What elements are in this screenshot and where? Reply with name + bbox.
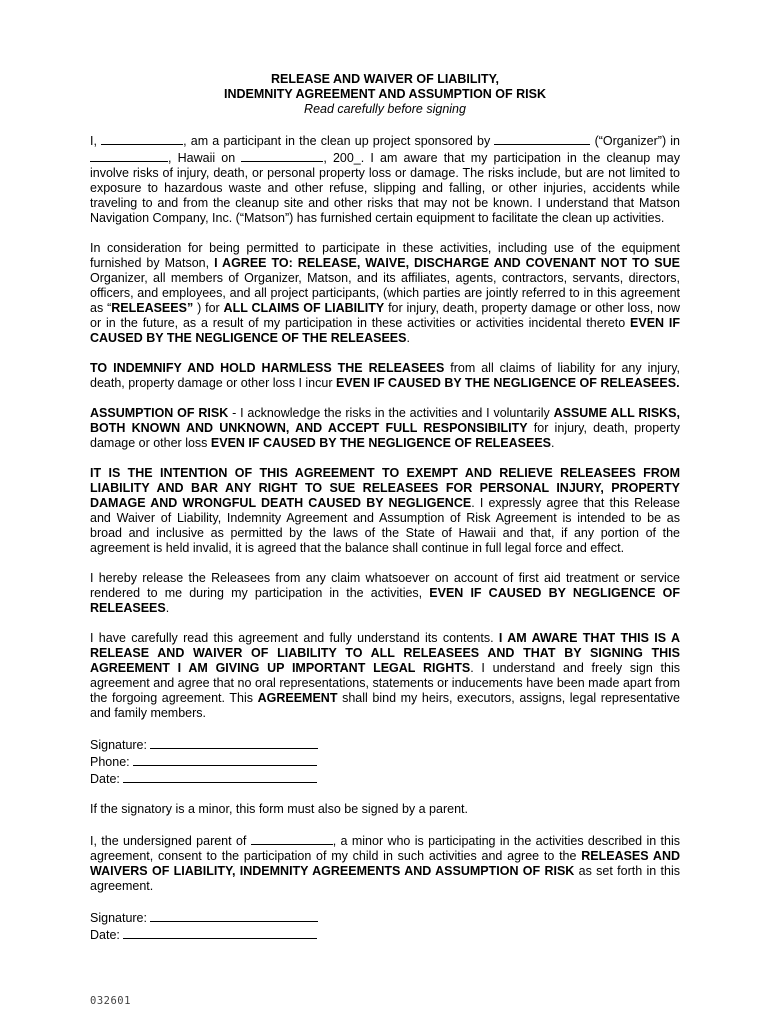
parent-signature-field[interactable] [150,909,318,922]
p3-bold-2: EVEN IF CAUSED BY THE NEGLIGENCE OF RELEASEES. [335,376,680,390]
p8-text-1: I, the undersigned parent of [90,834,251,848]
minor-note: If the signatory is a minor, this form must also be signed by a parent. [90,802,468,816]
p7-bold-2: AGREEMENT [257,691,338,705]
parent-date-label: Date: [90,928,120,942]
phone-label: Phone: [90,755,130,769]
p4-text-1: - I acknowledge the risks in the activities and I voluntarily [228,406,554,420]
participant-date-row [90,770,680,787]
document-body [90,72,680,958]
p2-text-1: In consideration for being permitted to participate in these activities, including use of the equipment furnished by Matson, [90,241,680,270]
p6-text-1: I hereby release the Releasees from any claim whatsoever on account of first aid treatment or service rendered to me during my participation in the activities, [90,571,680,600]
participant-signature-row [90,736,680,753]
participant-paragraph [90,132,680,226]
p7-bold-1: I AM AWARE THAT THIS IS A RELEASE AND WAIVER OF LIABILITY TO ALL RELEASEES AND THAT BY SIGNING THIS AGREEMENT I AM GIVING UP IMPORTANT LEGAL RIGHTS [90,631,681,675]
p1-text-1: I, [90,134,102,148]
participant-date-field[interactable] [123,770,317,783]
p8-bold-1: RELEASES AND WAIVERS OF LIABILITY, INDEMNITY AGREEMENTS AND ASSUMPTION OF RISK [90,849,680,878]
p2-bold-3: ALL CLAIMS OF LIABILITY [223,301,385,315]
parent-date-row [90,926,680,943]
p7-text-1: I have carefully read this agreement and fully understand its contents. [90,631,499,645]
p5-bold-1: IT IS THE INTENTION OF THIS AGREEMENT TO EXEMPT AND RELIEVE RELEASEES FROM LIABILITY AND BAR ANY RIGHT TO SUE RELEASEES FOR PERSONAL INJURY, PROPERTY DAMAGE AND WRONGFUL DEATH CAUSED BY NEGLIGENCE [90,466,680,510]
p4-bold-1: ASSUMPTION OF RISK [90,406,229,420]
participant-signature-block [90,736,680,787]
p2-text-2: Organizer, all members of Organizer, Matson, and its affiliates, agents, contractors, servants, directors, officers, and employees, and all project participants, (which parties are jointly referred to in this agreement as “ [90,271,680,315]
form-code: 032601 [90,995,131,1007]
participant-signature-field[interactable] [150,736,318,749]
date-blank [241,149,323,162]
p7-text-2: . I understand and freely sign this agreement and agree that no oral representations, statements or inducements have been made apart from the forgoing agreement. This [90,661,681,705]
p6-bold-1: EVEN IF CAUSED BY NEGLIGENCE OF RELEASEES [90,586,680,615]
p6-text-2: . [165,601,170,615]
p4-bold-2: ASSUME ALL RISKS, BOTH KNOWN AND UNKNOWN, AND ACCEPT FULL RESPONSIBILITY [90,406,680,435]
p1-text-4: , Hawaii on [168,151,242,165]
participant-name-blank [101,132,183,145]
p5-text-1: . I expressly agree that this Release and Waiver of Liability, Indemnity Agreement and Assumption of Risk Agreement is intended to be as broad and inclusive as permitted by the laws of the State of Hawaii and that, if any portion of the agreement is held invalid, it is agreed that the balance shall continue in full legal force and effect. [90,496,681,555]
p8-text-3: as set forth in this agreement. [90,864,681,893]
first-aid-paragraph [90,571,680,616]
p4-bold-3: EVEN IF CAUSED BY THE NEGLIGENCE OF RELEASEES [210,436,552,450]
p2-text-3: ) for [193,301,224,315]
p2-bold-2: RELEASEES” [111,301,194,315]
parent-consent-paragraph [90,832,680,894]
minor-name-blank [251,832,333,845]
parent-signature-label: Signature: [90,911,147,925]
p2-bold-1: I AGREE TO: RELEASE, WAIVE, DISCHARGE AND COVENANT NOT TO SUE [214,256,680,270]
p4-text-3: . [551,436,555,450]
p1-text-5: , 200_. I am aware that my participation in the cleanup may involve risks of injury, death, or personal property loss or damage. The risks include, but are not limited to exposure to hazardous waste and other refuse, slipping and falling, or other injuries, accidents while traveling to and from the cleanup site and other risks that may not be known. I understand that Matson Navigation Company, Inc. (“Matson”) has furnished certain equipment to facilitate the clean up activities. [90,151,680,225]
p2-bold-4: EVEN IF CAUSED BY THE NEGLIGENCE OF THE RELEASEES [90,316,680,345]
p1-text-3: (“Organizer”) in [590,134,681,148]
document-title-line-2: INDEMNITY AGREEMENT AND ASSUMPTION OF RISK [223,87,546,101]
sponsor-blank [494,132,590,145]
p3-bold-1: TO INDEMNIFY AND HOLD HARMLESS THE RELEASEES [90,361,445,375]
location-blank [90,149,168,162]
intention-paragraph [90,466,680,556]
p1-text-2: , am a participant in the clean up project sponsored by [183,134,495,148]
date-label: Date: [90,772,120,786]
participant-phone-field[interactable] [133,753,317,766]
p7-text-3: shall bind my heirs, executors, assigns, legal representative and family members. [90,691,681,720]
acknowledgement-paragraph [90,631,680,721]
p2-text-5: . [406,331,410,345]
indemnify-paragraph [90,361,680,391]
assumption-of-risk-paragraph [90,406,680,451]
parent-date-field[interactable] [123,926,317,939]
participant-phone-row [90,753,680,770]
document-title-line-1: RELEASE AND WAIVER OF LIABILITY, [270,72,500,86]
p4-text-2: for injury, death, property damage or other loss [90,421,680,450]
parent-signature-row [90,909,680,926]
document-subtitle: Read carefully before signing [304,102,466,116]
signature-label: Signature: [90,738,147,752]
parent-signature-block [90,909,680,943]
p2-text-4: for injury, death, property damage or other loss, now or in the future, as a result of my participation in these activities or activities incidental thereto [90,301,680,330]
consideration-paragraph [90,241,680,346]
p8-text-2: , a minor who is participating in the activities described in this agreement, consent to the participation of my child in such activities and agree to the [90,834,680,863]
p3-text-1: from all claims of liability for any injury, death, property damage or other loss I incur [90,361,680,390]
